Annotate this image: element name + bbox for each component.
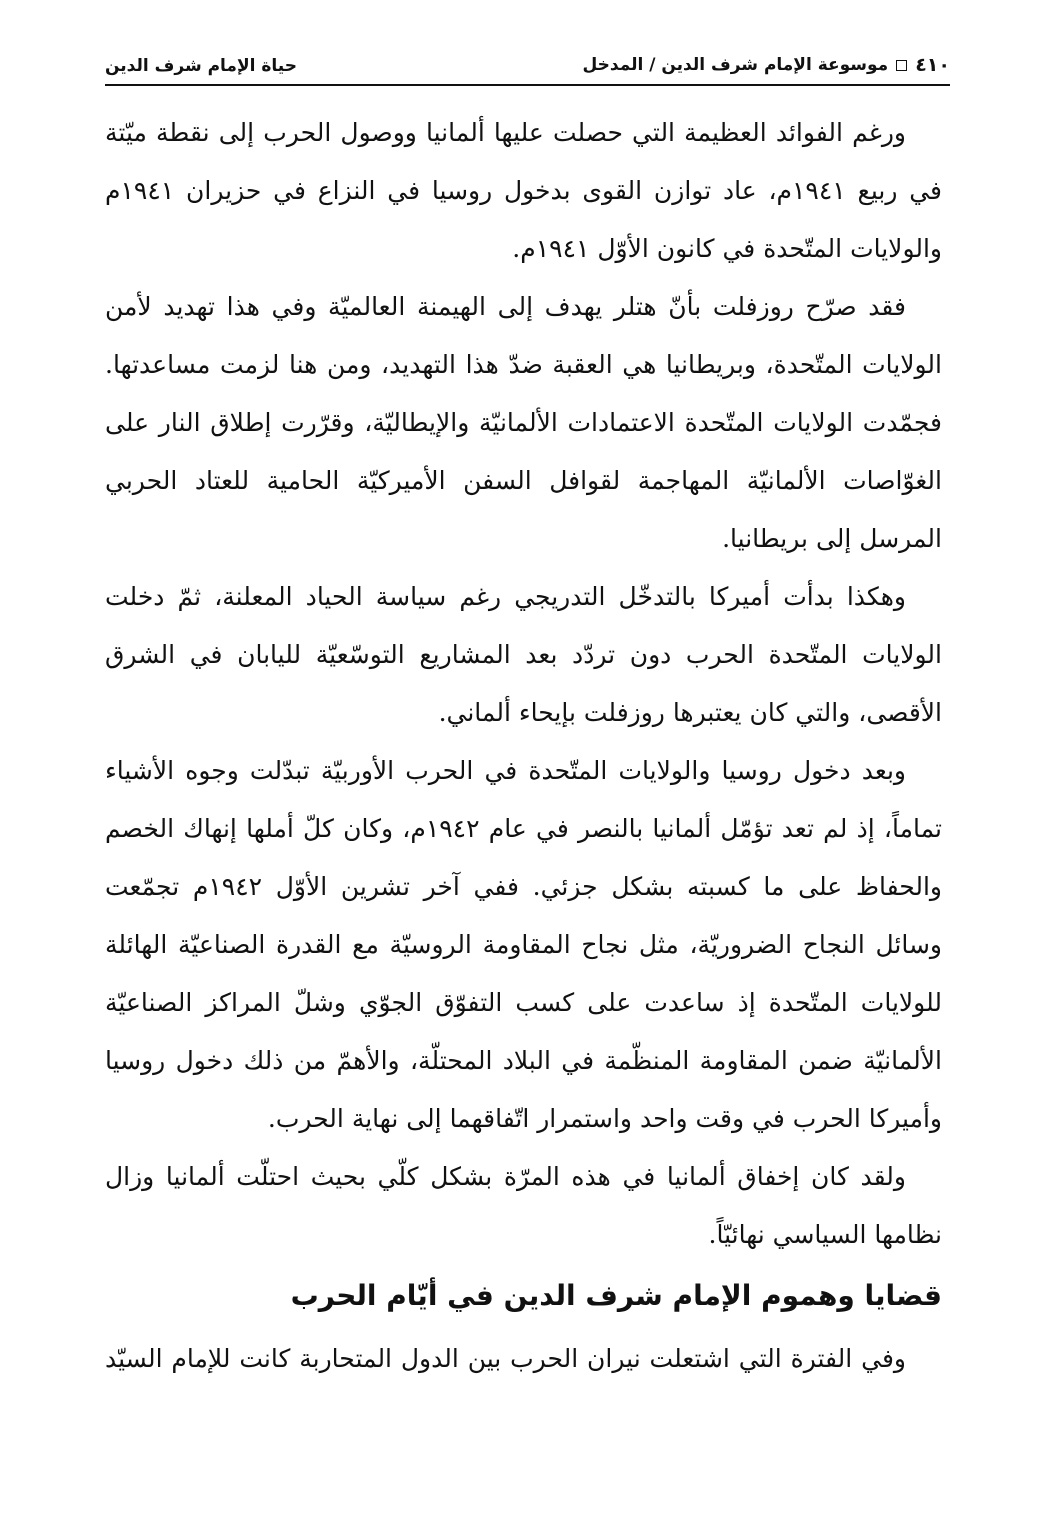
- header-right-group: [582, 54, 950, 76]
- running-header: [105, 46, 950, 86]
- square-separator-icon: [896, 60, 907, 71]
- page-number: ٤١٠: [915, 54, 950, 76]
- paragraph: وفي الفترة التي اشتعلت نيران الحرب بين الدول المتحاربة كانت للإمام السيّد: [105, 1344, 906, 1373]
- paragraph: وبعد دخول روسيا والولايات المتّحدة في الحرب الأوربيّة تبدّلت وجوه الأشياء تماماً، إذ لم تعد تؤمّل ألمانيا بالنصر في عام ١٩٤٢م، وكان كلّ أملها إنهاك الخصم والحفاظ على ما كسبته بشكل جزئي. ففي آخر تشرين الأوّل ١٩٤٢م تجمّعت وسائل النجاح الضروريّة، مثل نجاح المقاومة الروسيّة مع القدرة الصناعيّة الهائلة للولايات المتّحدة إذ ساعدت على كسب التفوّق الجوّي وشلّ المراكز الصناعيّة الألمانيّة ضمن المقاومة المنظّمة في البلاد المحتلّة، والأهمّ من ذلك دخول روسيا وأميركا الحرب في وقت واحد واستمرار اتّفاقهما إلى نهاية الحرب.: [105, 756, 942, 1133]
- paragraph: ولقد كان إخفاق ألمانيا في هذه المرّة بشكل كلّي بحيث احتلّت ألمانيا وزال نظامها السياسي نهائيّاً.: [105, 1162, 942, 1249]
- paragraph: فقد صرّح روزفلت بأنّ هتلر يهدف إلى الهيمنة العالميّة وفي هذا تهديد لأمن الولايات المتّحدة، وبريطانيا هي العقبة ضدّ هذا التهديد، ومن هنا لزمت مساعدتها. فجمّدت الولايات المتّحدة الاعتمادات الألمانيّة والإيطاليّة، وقرّرت إطلاق النار على الغوّاصات الألمانيّة المهاجمة لقوافل السفن الأميركيّة الحامية للعتاد الحربي المرسل إلى بريطانيا.: [105, 292, 942, 553]
- body-text: [105, 104, 942, 1264]
- chapter-title: حياة الإمام شرف الدين: [105, 56, 297, 76]
- paragraph: وهكذا بدأت أميركا بالتدخّل التدريجي رغم سياسة الحياد المعلنة، ثمّ دخلت الولايات المتّحدة الحرب دون تردّد بعد المشاريع التوسّعيّة لليابان في الشرق الأقصى، والتي كان يعتبرها روزفلت بإيحاء ألماني.: [105, 582, 942, 727]
- section-heading: قضايا وهموم الإمام شرف الدين في أيّام الحرب: [290, 1279, 942, 1312]
- section-body: [105, 1330, 942, 1388]
- book-title: موسوعة الإمام شرف الدين / المدخل: [582, 55, 889, 75]
- paragraph: ورغم الفوائد العظيمة التي حصلت عليها ألمانيا ووصول الحرب إلى نقطة ميّتة في ربيع ١٩٤١م، عاد توازن القوى بدخول روسيا في النزاع في حزيران ١٩٤١م والولايات المتّحدة في كانون الأوّل ١٩٤١م.: [105, 118, 943, 263]
